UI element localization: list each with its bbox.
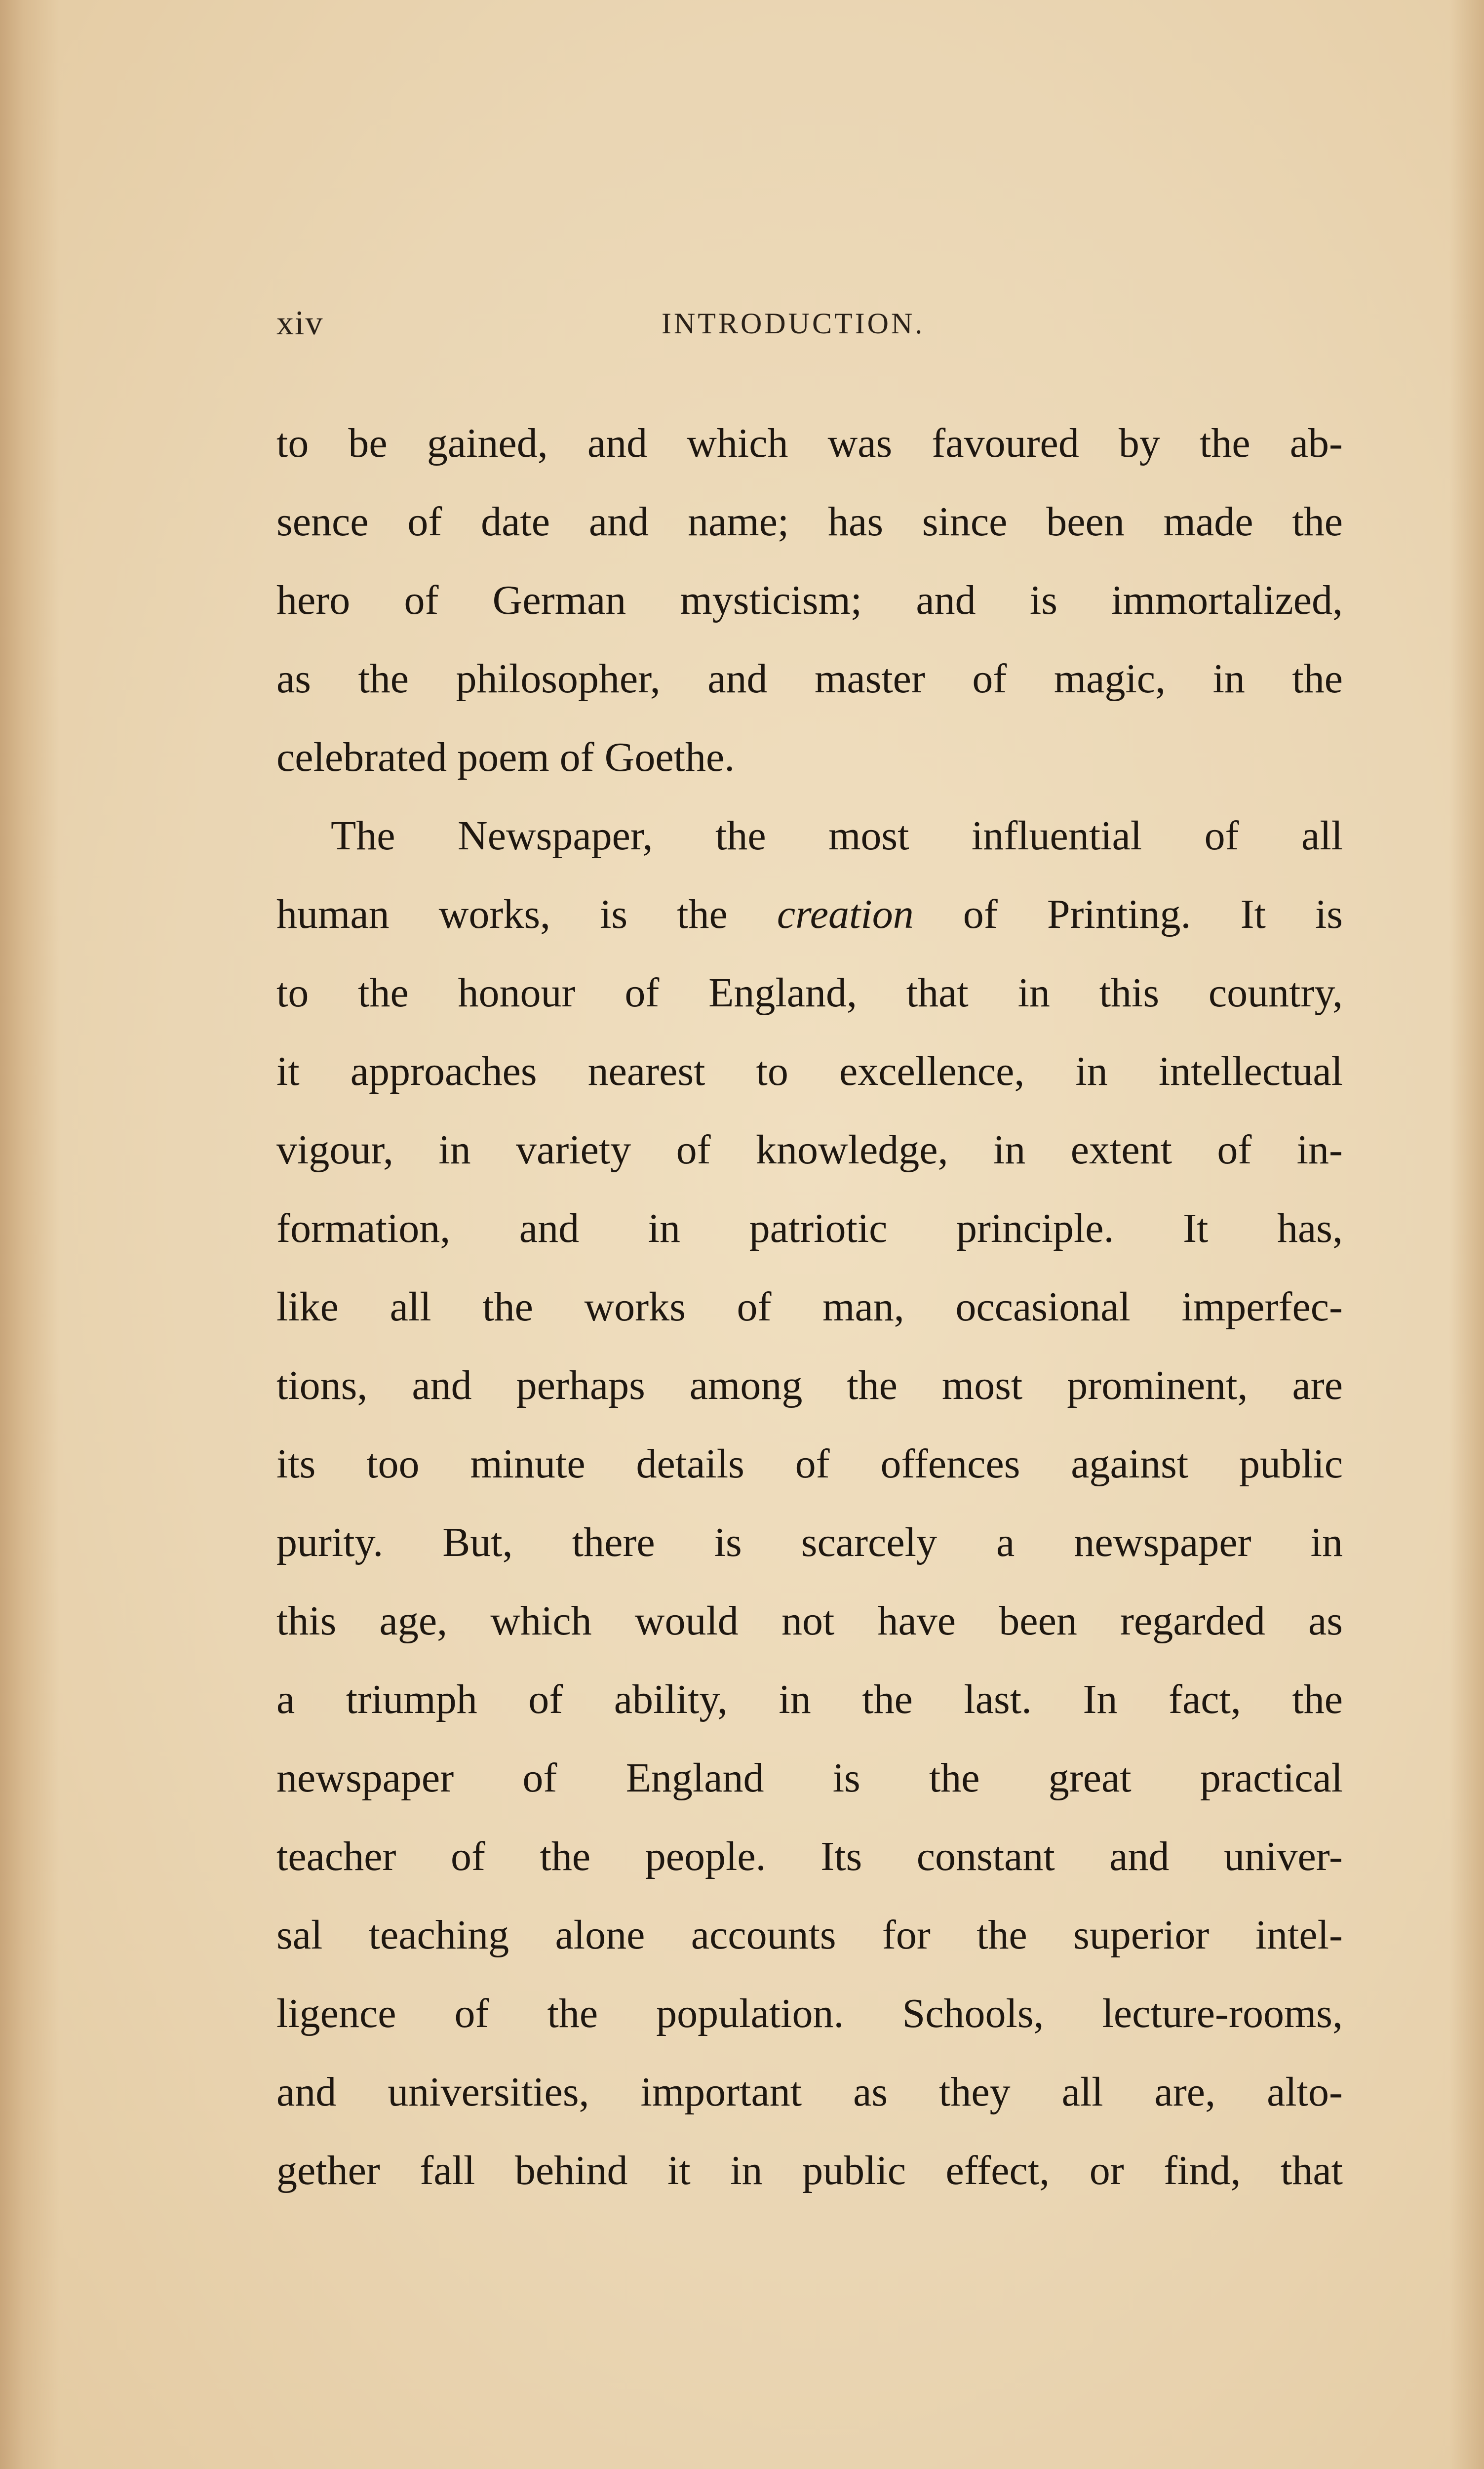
text-line: vigour, in variety of knowledge, in extent of in-: [276, 1127, 1343, 1173]
text-line: a triumph of ability, in the last. In fact, the: [276, 1676, 1343, 1722]
paragraph-end-line: celebrated poem of Goethe.: [276, 734, 735, 780]
text-line: to the honour of England, that in this country,: [276, 970, 1343, 1016]
text-line: ligence of the population. Schools, lecture-rooms,: [276, 1991, 1343, 2036]
text-line: sence of date and name; has since been made the: [276, 499, 1343, 545]
text-line: gether fall behind it in public effect, or find, that: [276, 2148, 1343, 2193]
page-header: [276, 301, 953, 346]
text-line: [276, 875, 1343, 954]
text-line: and universities, important as they all are, alto-: [276, 2069, 1343, 2115]
text-span: of Printing. It is: [913, 891, 1343, 937]
page-number: xiv: [276, 304, 324, 342]
paragraph-start-line: The Newspaper, the most influential of all: [331, 813, 1343, 859]
text-line: formation, and in patriotic principle. It has,: [276, 1205, 1343, 1251]
text-line: newspaper of England is the great practical: [276, 1755, 1343, 1801]
body-text: [276, 404, 1343, 2210]
text-line: this age, which would not have been regarded as: [276, 1598, 1343, 1644]
italic-word: creation: [777, 891, 914, 937]
text-line: hero of German mysticism; and is immortalized,: [276, 577, 1343, 623]
text-line: it approaches nearest to excellence, in intellectual: [276, 1048, 1343, 1094]
text-line: as the philosopher, and master of magic, in the: [276, 656, 1343, 702]
page-edge-shadow-right: [1449, 0, 1484, 2469]
text-line: like all the works of man, occasional imperfec-: [276, 1284, 1343, 1330]
running-head: INTRODUCTION.: [662, 307, 925, 340]
text-line: tions, and perhaps among the most prominent, are: [276, 1362, 1343, 1408]
page-edge-shadow-left: [0, 0, 59, 2469]
text-line: purity. But, there is scarcely a newspaper in: [276, 1519, 1343, 1565]
text-line: teacher of the people. Its constant and univer-: [276, 1833, 1343, 1879]
text-span: human works, is the: [276, 891, 777, 937]
text-line: its too minute details of offences against public: [276, 1441, 1343, 1487]
text-line: sal teaching alone accounts for the superior intel-: [276, 1912, 1343, 1958]
text-line: to be gained, and which was favoured by the ab-: [276, 420, 1343, 466]
